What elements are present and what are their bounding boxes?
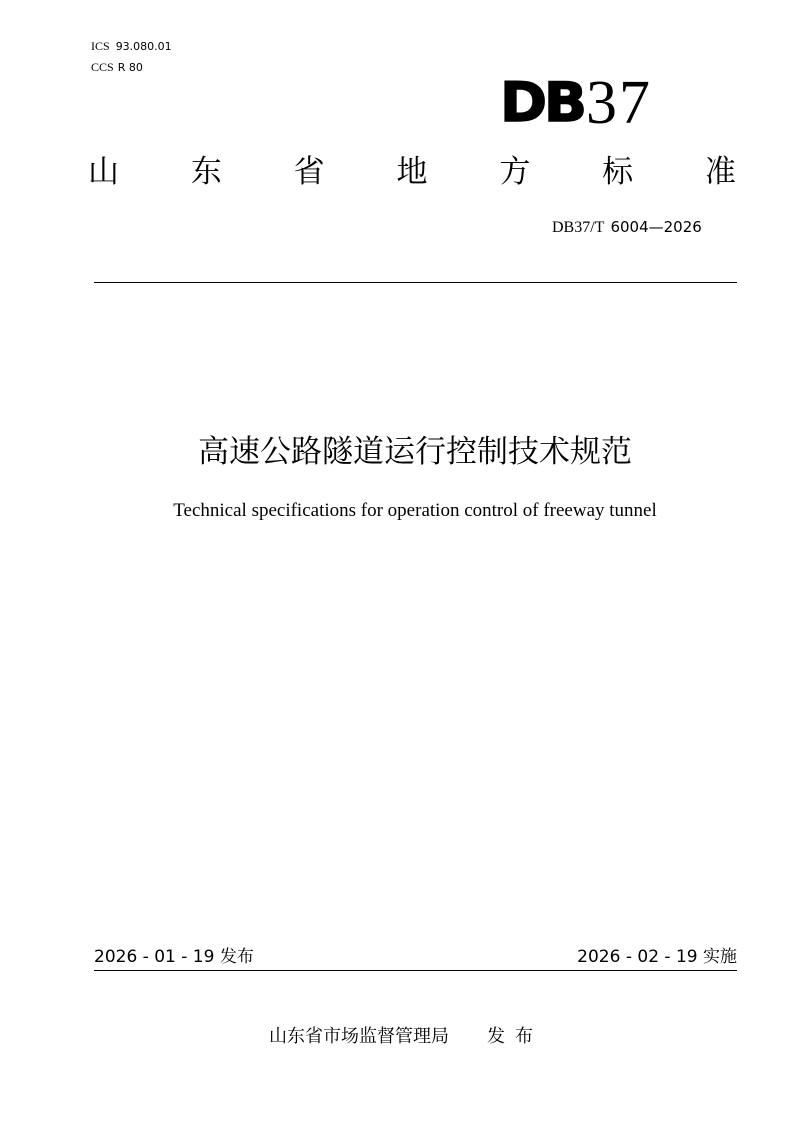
ccs-code: R 80: [117, 61, 143, 74]
ccs-code-line: [91, 60, 143, 75]
standard-type-char: 东: [190, 154, 222, 190]
standard-type-char: 方: [499, 154, 531, 190]
document-title-english: Technical specifications for operation control of freeway tunnel: [173, 500, 657, 521]
standard-code: [552, 217, 702, 238]
ics-code-line: [91, 39, 172, 54]
standard-type-heading: [88, 152, 736, 192]
issuer-line: [269, 1024, 543, 1050]
db37-logo: [500, 69, 652, 137]
implementation-date: 2026 - 02 - 19 实施: [577, 947, 737, 967]
ccs-label: CCS: [91, 60, 114, 74]
standard-code-number: 6004—2026: [610, 218, 702, 236]
issue-date: 2026 - 01 - 19 发布: [94, 947, 254, 967]
issuer-action: 发布: [487, 1026, 543, 1047]
top-divider: [94, 282, 737, 283]
standard-code-prefix: DB37/T: [552, 219, 605, 236]
ics-label: ICS: [91, 39, 110, 53]
standard-type-char: 地: [396, 154, 428, 190]
standard-type-char: 省: [293, 154, 325, 190]
logo-letters: DB: [500, 71, 584, 134]
issuer-organization: 山东省市场监督管理局: [269, 1026, 449, 1047]
standard-type-char: 山: [88, 154, 119, 190]
document-title-chinese: 高速公路隧道运行控制技术规范: [198, 434, 632, 470]
ics-code: 93.080.01: [115, 40, 172, 53]
standard-type-char: 标: [602, 154, 634, 190]
standard-type-char: 准: [704, 154, 736, 190]
bottom-divider: [94, 970, 737, 971]
logo-number: 37: [585, 69, 652, 137]
